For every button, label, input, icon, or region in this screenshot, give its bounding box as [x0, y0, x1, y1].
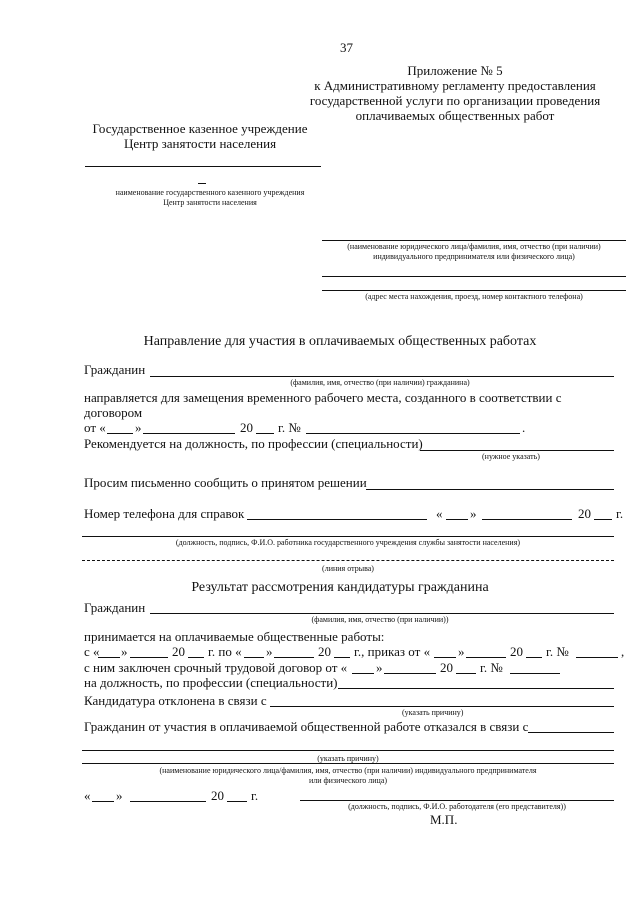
contract-text: договором: [84, 405, 143, 420]
contract-month-field[interactable]: [143, 433, 235, 434]
sign-year-suffix: г.: [251, 788, 259, 803]
period-from-quote-close: »: [121, 644, 128, 659]
phone-year-suffix: г.: [616, 506, 624, 521]
period-to-day-field[interactable]: [244, 657, 264, 658]
employer-address-line-1[interactable]: [322, 276, 626, 277]
order-quote-close: »: [458, 644, 465, 659]
recommended-field[interactable]: [420, 450, 614, 451]
order-month-field[interactable]: [466, 657, 506, 658]
period-from-month-field[interactable]: [130, 657, 168, 658]
appendix-title: Приложение № 5: [407, 63, 503, 78]
tear-line-caption: (линия отрыва): [322, 564, 374, 573]
order-year-field[interactable]: [526, 657, 542, 658]
appendix-line-3: государственной услуги по организации проведения: [309, 93, 601, 108]
phone-year-field[interactable]: [594, 519, 612, 520]
order-day-field[interactable]: [434, 657, 456, 658]
org-caption-line-1: наименование государственного казенного учреждения: [115, 188, 305, 197]
needed-caption: (нужное указать): [482, 452, 540, 461]
sign-year-prefix: 20: [211, 788, 224, 803]
order-comma: ,: [621, 644, 625, 659]
org-name-line-2: Центр занятости населения: [123, 136, 277, 151]
order-number-field[interactable]: [576, 657, 618, 658]
phone-year-prefix: 20: [578, 506, 591, 521]
contract-year-prefix: 20: [240, 420, 253, 435]
org-caption-line-2: Центр занятости населения: [163, 198, 257, 207]
refused-reason-line-2[interactable]: [82, 750, 614, 751]
page-number: 37: [340, 40, 353, 55]
rejected-text: Кандидатура отклонена в связи с: [84, 693, 267, 708]
concluded-year-field[interactable]: [456, 673, 476, 674]
employer-caption-line-2: индивидуального предпринимателя или физического лица): [373, 252, 575, 261]
contract-number-label: г. №: [278, 420, 301, 435]
position-text: на должность, по профессии (специальности): [84, 675, 338, 690]
contract-from-label: от «: [84, 420, 106, 435]
sent-text: направляется для замещения временного рабочего места, созданного в соответствии с: [84, 390, 562, 405]
period-to-year-field[interactable]: [334, 657, 350, 658]
direction-title: Направление для участия в оплачиваемых общественных работах: [143, 334, 537, 349]
request-text: Просим письменно сообщить о принятом решении: [84, 475, 367, 490]
result-employer-caption-1: (наименование юридического лица/фамилия, имя, отчество (при наличии) индивидуального предпринимателя: [159, 766, 537, 775]
period-from-year-field[interactable]: [188, 657, 204, 658]
concluded-quote-close: »: [376, 660, 383, 675]
citizen-label: Гражданин: [84, 362, 146, 377]
sign-month-field[interactable]: [130, 801, 206, 802]
citizen-name-line[interactable]: [150, 376, 614, 377]
period-to-quote-close: »: [266, 644, 273, 659]
result-citizen-field[interactable]: [150, 613, 614, 614]
sign-date-quote-open: «: [84, 788, 91, 803]
phone-month-field[interactable]: [482, 519, 572, 520]
result-title: Результат рассмотрения кандидатуры гражданина: [191, 580, 489, 595]
refused-reason-field[interactable]: [528, 732, 614, 733]
contract-day-field[interactable]: [107, 433, 133, 434]
contract-year-field[interactable]: [256, 433, 274, 434]
period-from-label: с «: [84, 644, 100, 659]
result-employer-caption-2: или физического лица): [308, 776, 388, 785]
employer-signature-line[interactable]: [300, 800, 614, 801]
employer-address-line-2[interactable]: [322, 290, 626, 291]
result-citizen-caption: (фамилия, имя, отчество (при наличии)): [311, 615, 449, 624]
employer-name-sign-line[interactable]: [82, 763, 614, 764]
result-citizen-label: Гражданин: [84, 600, 146, 615]
position-field[interactable]: [338, 688, 614, 689]
citizen-caption: (фамилия, имя, отчество (при наличии) гражданина): [290, 378, 470, 387]
concluded-day-field[interactable]: [352, 673, 374, 674]
order-label: г., приказ от «: [354, 644, 431, 659]
tear-line: [82, 560, 614, 561]
sign-date-quote-close: »: [116, 788, 123, 803]
period-to-year-prefix: 20: [318, 644, 331, 659]
accepted-text: принимается на оплачиваемые общественные работы:: [84, 629, 385, 644]
request-field[interactable]: [366, 489, 614, 490]
period-from-day-field[interactable]: [98, 657, 120, 658]
refused-text: Гражданин от участия в оплачиваемой общественной работе отказался в связи с: [84, 719, 529, 734]
concluded-number-field[interactable]: [510, 673, 560, 674]
sign-year-field[interactable]: [227, 801, 247, 802]
order-number-label: г. №: [546, 644, 569, 659]
phone-field[interactable]: [247, 519, 427, 520]
phone-label: Номер телефона для справок: [84, 506, 245, 521]
order-year-prefix: 20: [510, 644, 523, 659]
recommended-text: Рекомендуется на должность, по профессии (специальности): [84, 436, 423, 451]
stamp-placeholder: М.П.: [430, 812, 458, 827]
sign-day-field[interactable]: [92, 801, 114, 802]
phone-quote-open: «: [436, 506, 443, 521]
employer-caption-line-1: (наименование юридического лица/фамилия, имя, отчество (при наличии): [347, 242, 601, 251]
concluded-number-label: г. №: [480, 660, 503, 675]
appendix-line-2: к Административному регламенту предоставления: [314, 78, 596, 93]
officer-sign-line[interactable]: [82, 536, 614, 537]
period-from-year-prefix: 20: [172, 644, 185, 659]
contract-concluded-text: с ним заключен срочный трудовой договор от «: [84, 660, 348, 675]
contract-number-field[interactable]: [306, 433, 520, 434]
concluded-month-field[interactable]: [384, 673, 436, 674]
period-to-label: г. по «: [208, 644, 242, 659]
officer-caption: (должность, подпись, Ф.И.О. работника государственного учреждения службы занятости населения): [175, 538, 521, 547]
phone-day-field[interactable]: [446, 519, 468, 520]
org-short-mark: [198, 183, 206, 184]
org-line[interactable]: [85, 166, 321, 167]
refused-reason-caption: (указать причину): [317, 754, 379, 763]
phone-quote-close: »: [470, 506, 477, 521]
contract-quote-close: »: [135, 420, 142, 435]
contract-period: .: [522, 420, 526, 435]
concluded-year-prefix: 20: [440, 660, 453, 675]
employer-name-line[interactable]: [322, 240, 626, 241]
rejected-reason-field[interactable]: [270, 706, 614, 707]
period-to-month-field[interactable]: [274, 657, 314, 658]
rejected-reason-caption: (указать причину): [402, 708, 464, 717]
employer-signature-caption: (должность, подпись, Ф.И.О. работодателя (его представителя)): [348, 802, 566, 811]
org-name-line-1: Государственное казенное учреждение: [92, 121, 308, 136]
employer-address-caption: (адрес места нахождения, проезд, номер контактного телефона): [365, 292, 583, 301]
appendix-line-4: оплачиваемых общественных работ: [355, 108, 555, 123]
